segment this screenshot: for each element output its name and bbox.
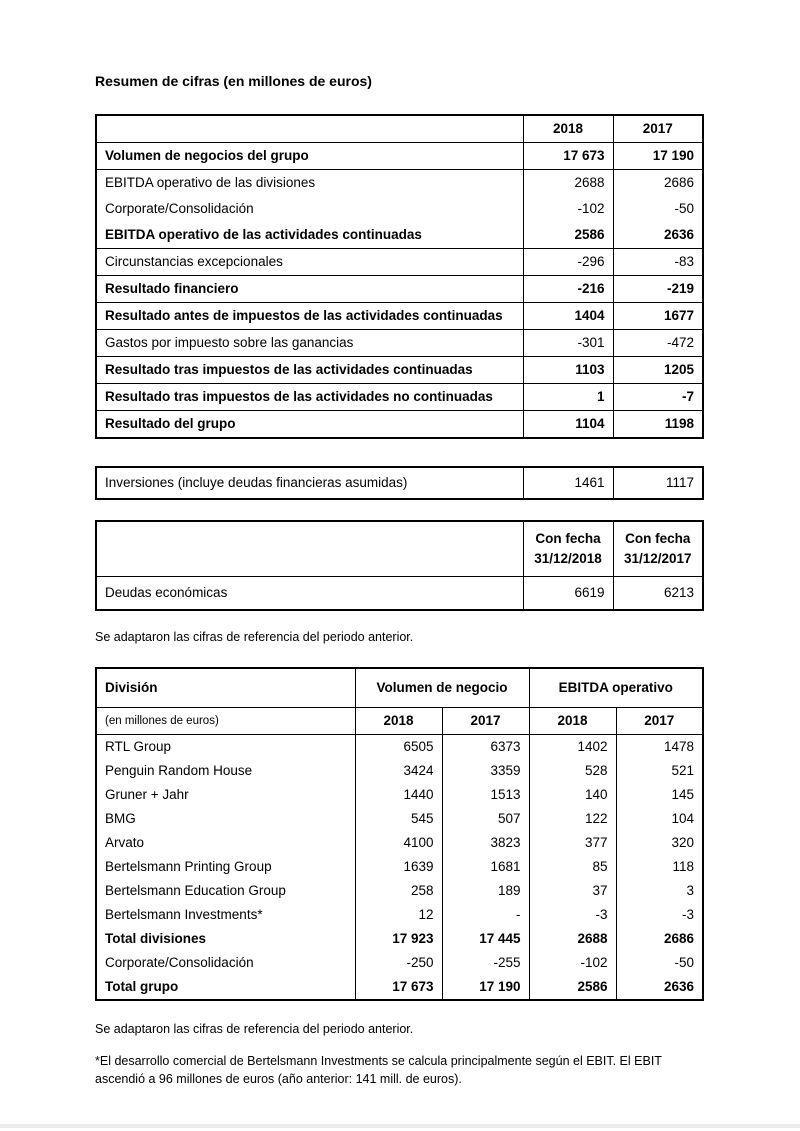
table-row — [96, 196, 703, 222]
revenue-2018: 12 — [355, 903, 442, 927]
table-row — [96, 879, 703, 903]
row-label: Total grupo — [105, 979, 179, 994]
table-row — [96, 276, 703, 303]
revenue-2017: 3823 — [442, 831, 529, 855]
row-label: Gastos por impuesto sobre las ganancias — [96, 330, 523, 357]
value-2018: 1104 — [523, 411, 613, 439]
table-row — [96, 903, 703, 927]
value-2017: -83 — [613, 249, 703, 276]
row-label: RTL Group — [96, 735, 355, 760]
debt-header-2017-line2: 31/12/2017 — [623, 551, 692, 566]
division-year-header-row — [96, 708, 703, 735]
debt-header-blank — [96, 521, 523, 577]
value-2017: -50 — [613, 196, 703, 222]
row-label: Resultado financiero — [96, 276, 523, 303]
value-2018: 17 673 — [523, 143, 613, 170]
debt-header-2018-line1: Con fecha — [535, 531, 601, 546]
value-2017: 1117 — [613, 467, 703, 499]
table-row — [96, 222, 703, 249]
summary-header-row — [96, 115, 703, 143]
row-label: Total divisiones — [105, 931, 207, 946]
row-label: Bertelsmann Education Group — [105, 883, 286, 898]
table-row — [96, 759, 703, 783]
revenue-2017: 189 — [442, 879, 529, 903]
row-label: Gruner + Jahr — [105, 787, 189, 802]
row-label: EBITDA operativo de las divisiones — [96, 170, 523, 197]
value-2017: -219 — [613, 276, 703, 303]
ebitda-2017: 2686 — [616, 927, 703, 951]
row-label: Corporate/Consolidación — [105, 201, 254, 216]
division-group-header-row — [96, 668, 703, 708]
ebitda-2018: 2688 — [529, 927, 616, 951]
row-label: Inversiones (incluye deudas financieras asumidas) — [105, 475, 408, 490]
ebitda-2017: 320 — [616, 831, 703, 855]
page-title: Resumen de cifras (en millones de euros) — [95, 73, 372, 89]
ebitda-2017: 145 — [616, 783, 703, 807]
summary-header-blank — [96, 115, 523, 143]
note-after-debt: Se adaptaron las cifras de referencia del periodo anterior. — [95, 630, 414, 644]
ebitda-2018: 85 — [529, 855, 616, 879]
revenue-2018-header: 2018 — [355, 708, 442, 735]
row-label: Volumen de negocios del grupo — [96, 143, 523, 170]
investments-table — [95, 466, 704, 500]
row-label: Deudas económicas — [96, 577, 523, 611]
value-2017: 1677 — [613, 303, 703, 330]
ebitda-2017: 521 — [616, 759, 703, 783]
ebitda-2017: -50 — [616, 951, 703, 975]
division-column-header: División — [105, 680, 158, 695]
table-row — [96, 170, 703, 197]
value-2017: 17 190 — [613, 143, 703, 170]
value-2017: 2636 — [613, 222, 703, 249]
table-row — [96, 249, 703, 276]
ebitda-2017-header: 2017 — [616, 708, 703, 735]
revenue-2017: 1513 — [442, 783, 529, 807]
table-row — [96, 467, 703, 499]
revenue-2018: 1639 — [355, 855, 442, 879]
value-2017: 6213 — [613, 577, 703, 611]
row-label: Corporate/Consolidación — [105, 955, 254, 970]
ebitda-2018: 37 — [529, 879, 616, 903]
value-2018: 1103 — [523, 357, 613, 384]
row-label: Resultado tras impuestos de las actividades continuadas — [96, 357, 523, 384]
ebitda-2017: 104 — [616, 807, 703, 831]
value-2017: -7 — [613, 384, 703, 411]
row-label: Resultado antes de impuestos de las actividades continuadas — [96, 303, 523, 330]
ebitda-2018: 528 — [529, 759, 616, 783]
value-2018: 2688 — [523, 170, 613, 197]
ebitda-2017: -3 — [616, 903, 703, 927]
ebitda-2017: 1478 — [616, 735, 703, 760]
summary-header-2017: 2017 — [613, 115, 703, 143]
summary-header-2018: 2018 — [523, 115, 613, 143]
row-label: EBITDA operativo de las actividades continuadas — [105, 227, 422, 242]
value-2018: -296 — [523, 249, 613, 276]
table-row — [96, 855, 703, 879]
revenue-2017: 17 190 — [442, 975, 529, 1000]
revenue-2018: 545 — [355, 807, 442, 831]
page-content — [95, 0, 702, 1088]
ebitda-2018: 140 — [529, 783, 616, 807]
value-2018: -102 — [523, 196, 613, 222]
table-row — [96, 807, 703, 831]
revenue-2017-header: 2017 — [442, 708, 529, 735]
row-label: BMG — [105, 811, 136, 826]
debt-header-2018-line2: 31/12/2018 — [534, 551, 602, 566]
debt-table — [95, 520, 704, 611]
ebitda-2018: 1402 — [529, 735, 616, 760]
summary-table — [95, 114, 704, 439]
row-label: Circunstancias excepcionales — [96, 249, 523, 276]
revenue-2018: -250 — [355, 951, 442, 975]
ebitda-2018: -3 — [529, 903, 616, 927]
ebitda-2017: 118 — [616, 855, 703, 879]
page-bottom-divider — [0, 1124, 800, 1128]
table-row — [96, 831, 703, 855]
value-2018: -301 — [523, 330, 613, 357]
ebitda-2017: 3 — [616, 879, 703, 903]
ebitda-2018: 122 — [529, 807, 616, 831]
debt-header-2017 — [613, 521, 703, 577]
ebitda-2018-header: 2018 — [529, 708, 616, 735]
revenue-2017: 3359 — [442, 759, 529, 783]
table-row — [96, 951, 703, 975]
revenue-2018: 4100 — [355, 831, 442, 855]
revenue-2017: 6373 — [442, 735, 529, 760]
value-2017: 1198 — [613, 411, 703, 439]
row-label: Bertelsmann Investments* — [105, 907, 263, 922]
footnote: *El desarrollo comercial de Bertelsmann Investments se calcula principalmente según el EBIT. El EBIT ascendió a 96 millones de euros (año anterior: 141 mill. de euros). — [95, 1054, 662, 1086]
revenue-group-header: Volumen de negocio — [355, 668, 529, 708]
revenue-2018: 17 673 — [355, 975, 442, 1000]
revenue-2017: 1681 — [442, 855, 529, 879]
table-row — [96, 783, 703, 807]
debt-header-2017-line1: Con fecha — [625, 531, 691, 546]
value-2018: 1461 — [523, 467, 613, 499]
debt-header-2018 — [523, 521, 613, 577]
table-row — [96, 143, 703, 170]
row-label: Resultado del grupo — [96, 411, 523, 439]
revenue-2018: 3424 — [355, 759, 442, 783]
table-row — [96, 357, 703, 384]
table-row — [96, 735, 703, 760]
table-row — [96, 330, 703, 357]
value-2017: 2686 — [613, 170, 703, 197]
table-row — [96, 975, 703, 1000]
ebitda-2018: 377 — [529, 831, 616, 855]
value-2018: -216 — [523, 276, 613, 303]
row-label: Arvato — [105, 835, 145, 850]
note-after-division: Se adaptaron las cifras de referencia del periodo anterior. — [95, 1022, 414, 1036]
ebitda-group-header: EBITDA operativo — [529, 668, 703, 708]
value-2017: -472 — [613, 330, 703, 357]
row-label: Penguin Random House — [105, 763, 253, 778]
ebitda-2018: 2586 — [529, 975, 616, 1000]
debt-header-row — [96, 521, 703, 577]
table-row — [96, 384, 703, 411]
table-row — [96, 927, 703, 951]
division-table — [95, 667, 704, 1001]
table-row — [96, 303, 703, 330]
table-row — [96, 577, 703, 611]
value-2018: 1 — [523, 384, 613, 411]
revenue-2018: 258 — [355, 879, 442, 903]
row-label: Resultado tras impuestos de las actividades no continuadas — [96, 384, 523, 411]
ebitda-2018: -102 — [529, 951, 616, 975]
revenue-2018: 1440 — [355, 783, 442, 807]
table-row — [96, 411, 703, 439]
revenue-2017: - — [442, 903, 529, 927]
value-2018: 6619 — [523, 577, 613, 611]
revenue-2018: 17 923 — [355, 927, 442, 951]
row-label: Bertelsmann Printing Group — [105, 859, 272, 874]
value-2018: 2586 — [523, 222, 613, 249]
revenue-2017: 507 — [442, 807, 529, 831]
unit-label: (en millones de euros) — [96, 708, 355, 735]
revenue-2017: 17 445 — [442, 927, 529, 951]
value-2018: 1404 — [523, 303, 613, 330]
ebitda-2017: 2636 — [616, 975, 703, 1000]
revenue-2018: 6505 — [355, 735, 442, 760]
revenue-2017: -255 — [442, 951, 529, 975]
value-2017: 1205 — [613, 357, 703, 384]
